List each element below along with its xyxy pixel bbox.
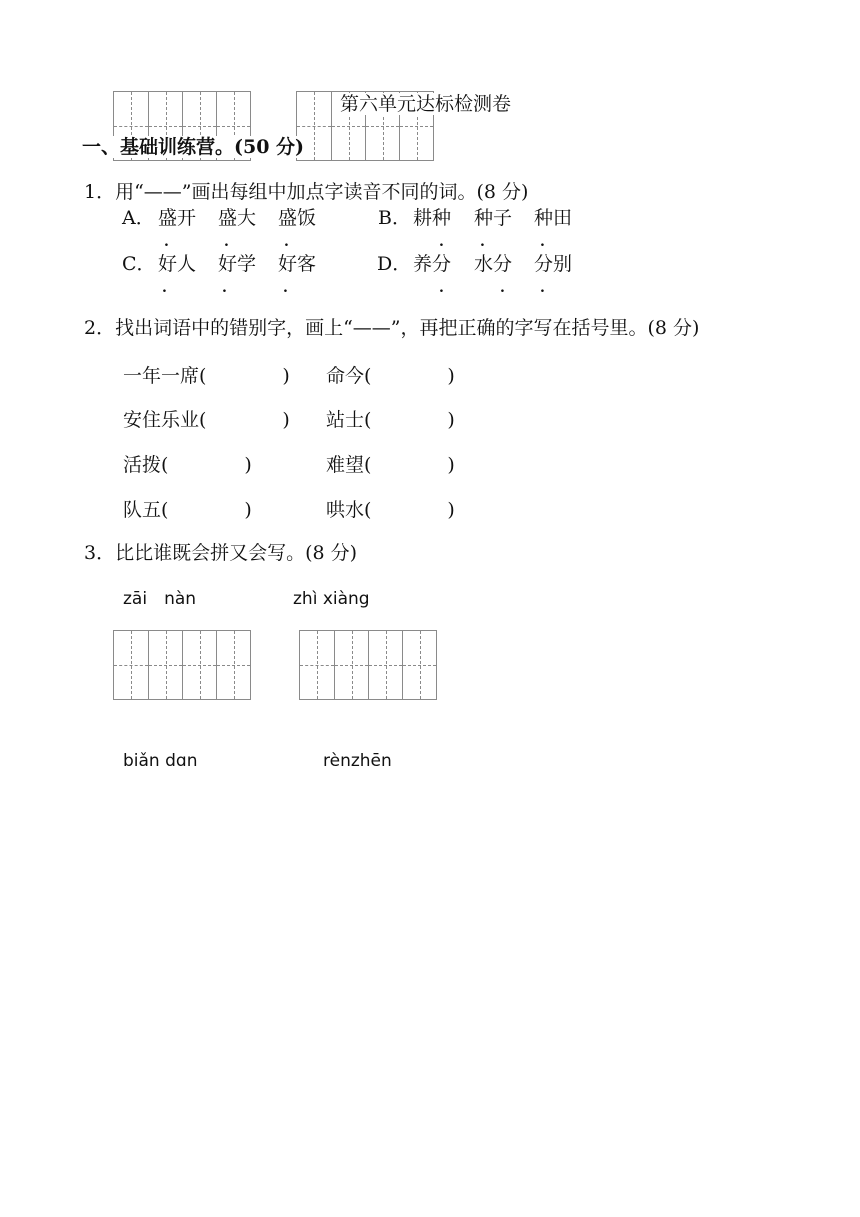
q2-item: 队五( ) — [123, 499, 252, 521]
q2-item: 安住乐业( ) — [123, 409, 290, 431]
q2-item: 一年一席( ) — [123, 365, 290, 387]
word: 好人 — [158, 253, 197, 275]
q1-group-a-label: A． — [122, 207, 155, 229]
question-2-stem: 2．找出词语中的错别字，画上“——”，再把正确的字写在括号里。(8 分) — [84, 317, 700, 339]
pinyin-prompt: rènzhēn — [323, 751, 392, 771]
word: 种子 — [474, 207, 513, 229]
emphasis-dot: . — [540, 234, 545, 250]
writing-cell[interactable] — [148, 631, 182, 699]
q1-group-a-word-1 — [158, 207, 196, 229]
writing-cell[interactable] — [300, 631, 334, 699]
pinyin-prompt: biǎn dɑn — [123, 751, 198, 771]
writing-cell[interactable] — [182, 631, 216, 699]
q1-group-d-word-1 — [413, 253, 451, 275]
answer-writing-grid-2[interactable] — [299, 630, 437, 700]
q1-group-d-word-3 — [534, 253, 572, 275]
emphasis-dot: . — [500, 280, 505, 296]
q1-group-c-word-2 — [218, 253, 256, 275]
word: 盛大 — [218, 207, 257, 229]
word: 分别 — [534, 253, 573, 275]
emphasis-dot: . — [439, 280, 444, 296]
pinyin-prompt: zāi nàn — [123, 589, 197, 609]
emphasis-dot: . — [439, 234, 444, 250]
q2-item: 难望( ) — [326, 454, 455, 476]
writing-cell[interactable] — [114, 631, 148, 699]
word: 盛饭 — [278, 207, 317, 229]
word: 养分 — [413, 253, 452, 275]
q1-group-a-word-3 — [278, 207, 316, 229]
question-1-stem: 1．用“——”画出每组中加点字读音不同的词。(8 分) — [84, 181, 529, 203]
q2-item: 哄水( ) — [326, 499, 455, 521]
q1-group-c-word-3 — [278, 253, 316, 275]
writing-cell[interactable] — [402, 631, 436, 699]
q1-group-b-word-3 — [534, 207, 572, 229]
word: 好学 — [218, 253, 257, 275]
emphasis-dot: . — [540, 280, 545, 296]
q1-group-a-word-2 — [218, 207, 256, 229]
page-title: 第六单元达标检测卷 — [340, 93, 512, 115]
word: 耕种 — [413, 207, 452, 229]
question-3-stem: 3．比比谁既会拼又会写。(8 分) — [84, 542, 358, 564]
answer-writing-grid-1[interactable] — [113, 630, 251, 700]
q1-group-a — [122, 207, 155, 229]
q1-group-b-label: B． — [378, 207, 411, 229]
writing-cell[interactable] — [334, 631, 368, 699]
q1-group-b — [378, 207, 411, 229]
pinyin-prompt: zhì xiàng — [293, 589, 370, 609]
emphasis-dot: . — [284, 234, 289, 250]
q1-group-b-word-2 — [474, 207, 512, 229]
word: 好客 — [278, 253, 317, 275]
q1-group-d-word-2 — [474, 253, 512, 275]
q1-group-c — [122, 253, 156, 275]
q1-group-c-label: C． — [122, 253, 156, 275]
emphasis-dot: . — [164, 234, 169, 250]
q2-item: 命今( ) — [326, 365, 455, 387]
emphasis-dot: . — [480, 234, 485, 250]
q1-group-c-word-1 — [158, 253, 196, 275]
emphasis-dot: . — [224, 234, 229, 250]
emphasis-dot: . — [222, 280, 227, 296]
word: 盛开 — [158, 207, 197, 229]
q1-group-d-label: D． — [377, 253, 412, 275]
q1-group-b-word-1 — [413, 207, 451, 229]
emphasis-dot: . — [162, 280, 167, 296]
writing-cell[interactable] — [216, 631, 250, 699]
q2-item: 站士( ) — [326, 409, 455, 431]
emphasis-dot: . — [283, 280, 288, 296]
word: 种田 — [534, 207, 573, 229]
q1-group-d — [377, 253, 411, 275]
writing-cell[interactable] — [368, 631, 402, 699]
q2-item: 活拨( ) — [123, 454, 252, 476]
word: 水分 — [474, 253, 513, 275]
section-heading: 一、基础训练营。(50 分) — [82, 136, 308, 158]
